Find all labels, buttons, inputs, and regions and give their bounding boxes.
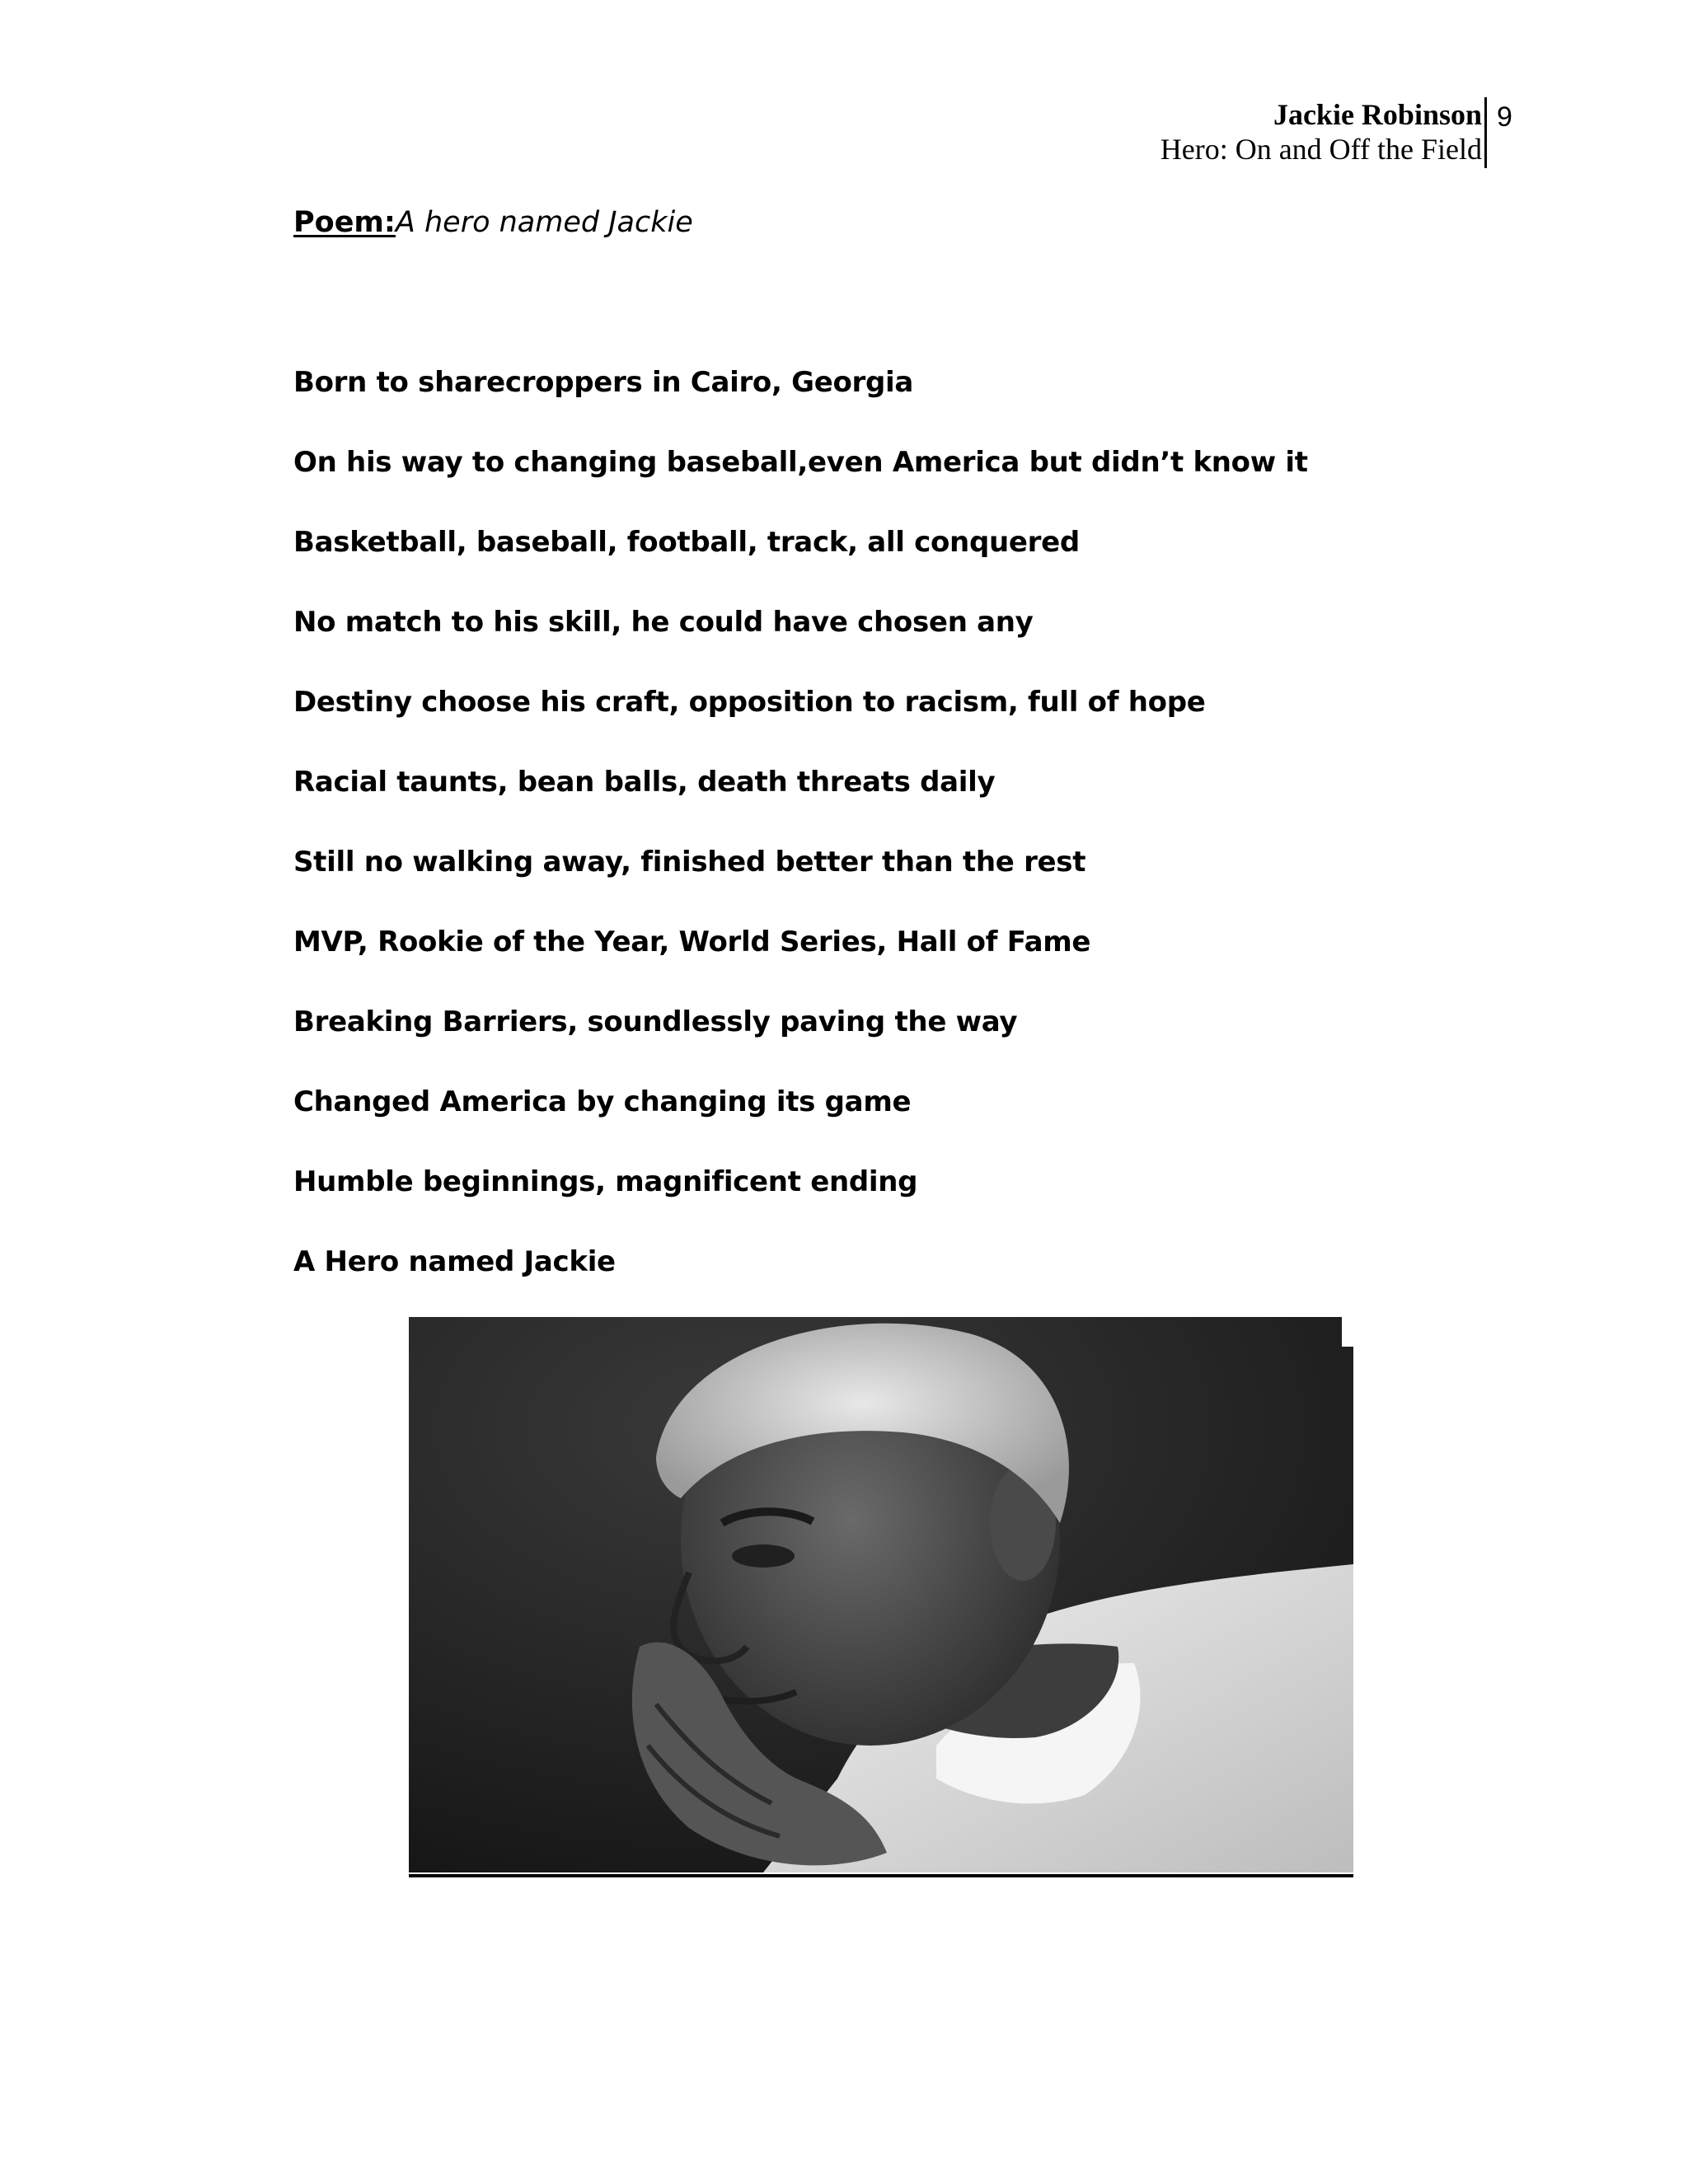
poem-body bbox=[293, 364, 1308, 1324]
poem-line: Basketball, baseball, football, track, all conquered bbox=[293, 526, 1080, 559]
header-divider bbox=[1484, 97, 1487, 168]
photo-corner-notch bbox=[1342, 1317, 1353, 1347]
poem-line: Destiny choose his craft, opposition to racism, full of hope bbox=[293, 686, 1206, 719]
portrait-illustration bbox=[409, 1317, 1353, 1872]
poem-line: No match to his skill, he could have chosen any bbox=[293, 606, 1034, 639]
poem-line: Changed America by changing its game bbox=[293, 1085, 912, 1118]
poem-line: Still no walking away, finished better than the rest bbox=[293, 846, 1086, 879]
page-number: 9 bbox=[1497, 101, 1512, 133]
poem-heading bbox=[293, 204, 693, 241]
poem-line: Racial taunts, bean balls, death threats daily bbox=[293, 766, 996, 799]
poem-line: Born to sharecroppers in Cairo, Georgia bbox=[293, 366, 914, 399]
portrait-photo bbox=[409, 1317, 1353, 1872]
poem-line: A Hero named Jackie bbox=[293, 1245, 616, 1278]
poem-title: A hero named Jackie bbox=[395, 206, 693, 239]
header-text bbox=[1160, 97, 1482, 166]
eye-shape bbox=[732, 1544, 795, 1568]
header-subtitle: Hero: On and Off the Field bbox=[1160, 133, 1482, 166]
poem-line: On his way to changing baseball,even America but didn’t know it bbox=[293, 446, 1308, 479]
poem-line: Breaking Barriers, soundlessly paving the way bbox=[293, 1005, 1018, 1038]
header-title: Jackie Robinson bbox=[1273, 98, 1482, 131]
photo-bottom-rule bbox=[409, 1874, 1353, 1877]
running-header bbox=[0, 97, 1688, 180]
poem-line: MVP, Rookie of the Year, World Series, Hall of Fame bbox=[293, 926, 1091, 958]
poem-label: Poem: bbox=[293, 206, 396, 239]
poem-line: Humble beginnings, magnificent ending bbox=[293, 1165, 918, 1198]
